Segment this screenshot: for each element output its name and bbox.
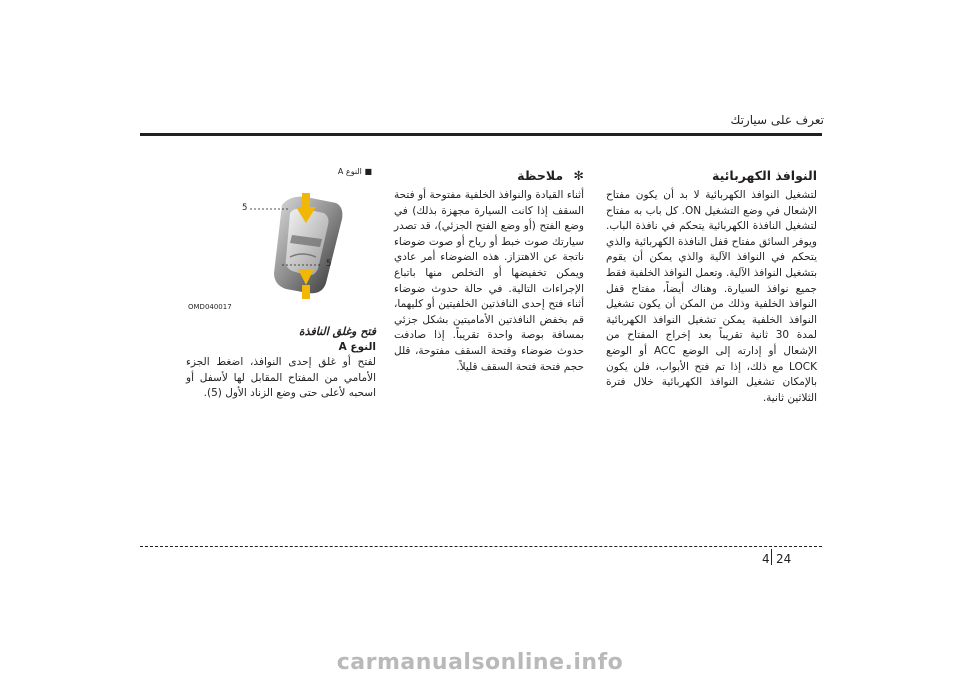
section-heading: النوافذ الكهربائية xyxy=(712,168,817,183)
page-number: 24 xyxy=(776,552,792,566)
figure-type-label: ■ النوع A xyxy=(337,167,372,176)
power-windows-section xyxy=(606,168,817,406)
page-header-title: تعرف على سيارتك xyxy=(730,113,824,127)
note-heading: ملاحظة xyxy=(517,168,564,183)
note-section xyxy=(394,168,584,375)
watermark: carmanualsonline.info xyxy=(336,650,624,675)
window-switch-figure xyxy=(186,165,376,313)
asterisk-icon: ✻ xyxy=(573,168,584,183)
section-body: لتشغيل النوافذ الكهربائية لا بد أن يكون مفتاح الإشعال في وضع التشغيل ON. كل باب به مفتاح لتشغيل النافذة الكهربائية يتحكم في نافذة الباب. ويوفر السائق مفتاح قفل النافذة الكهربائية والذي يتحكم في النوافذ الآلية والذي يمكن أن يقوم بتشغيل النوافذ الآلية. وتعمل النوافذ الخلفية فقط جميع نوافذ السيارة. وهناك أيضاً، مفتاح قفل النوافذ الخلفية وذلك من المكن أن يكون تشغيل النوافذ الخلفية يمكن تشغيل النوافذ الكهربائية لمدة 30 ثانية تقريباً بعد إخراج المفتاح من الإشعال أو إدارته إلى الوضع ACC أو الوضع LOCK مع ذلك، إذا تم فتح الأبواب، فلن يكون بالإمكان تشغيل النوافذ الكهربائية خلال فترة الثلاثين ثانية. xyxy=(606,189,818,404)
window-operation-section xyxy=(186,324,376,402)
figure-code: OMD040017 xyxy=(188,303,232,311)
callout-top: 5 xyxy=(242,203,248,213)
header-rule xyxy=(140,133,822,136)
figure-title: فتح وغلق النافذة xyxy=(298,325,376,338)
figure-body: لفتح أو غلق إحدى النوافذ، اضغط الجزء الأمامي من المفتاح المقابل لها لأسفل أو اسحبه لأعلى حتى وضع الزناد الأول (5). xyxy=(186,356,376,400)
note-heading-row xyxy=(394,168,584,184)
window-switch-illustration xyxy=(186,165,376,313)
page-separator xyxy=(771,549,772,565)
figure-subtitle: النوع A xyxy=(338,340,376,353)
footer-rule xyxy=(140,546,822,547)
callout-bottom: 5 xyxy=(326,259,332,269)
note-body: أثناء القيادة والنوافذ الخلفية مفتوحة أو فتحة السقف إذا كانت السيارة مجهزة بذلك) في وضع الفتح (أو وضع الفتح الجزئي)، قد تصدر سيارتك صوت خبط أو رياح أو صوت ضوضاء ناتجة عن الاهتزاز. هذه الضوضاء أمر عادي ويمكن تخفيضها أو التخلص منها باتباع الإجراءات التالية. في حالة حدوث ضوضاء أثناء فتح إحدى النافذتين الخلفيتين أو كليهما، قم بخفض النافذتين الأماميتين بشكل جزئي بمسافة بوصة واحدة تقريباً. إذا صادفت حدوث ضوضاء وفتحة السقف مفتوحة، قلل حجم فتحة فتحة السقف قليلاً. xyxy=(394,189,584,373)
chapter-number: 4 xyxy=(762,552,770,566)
